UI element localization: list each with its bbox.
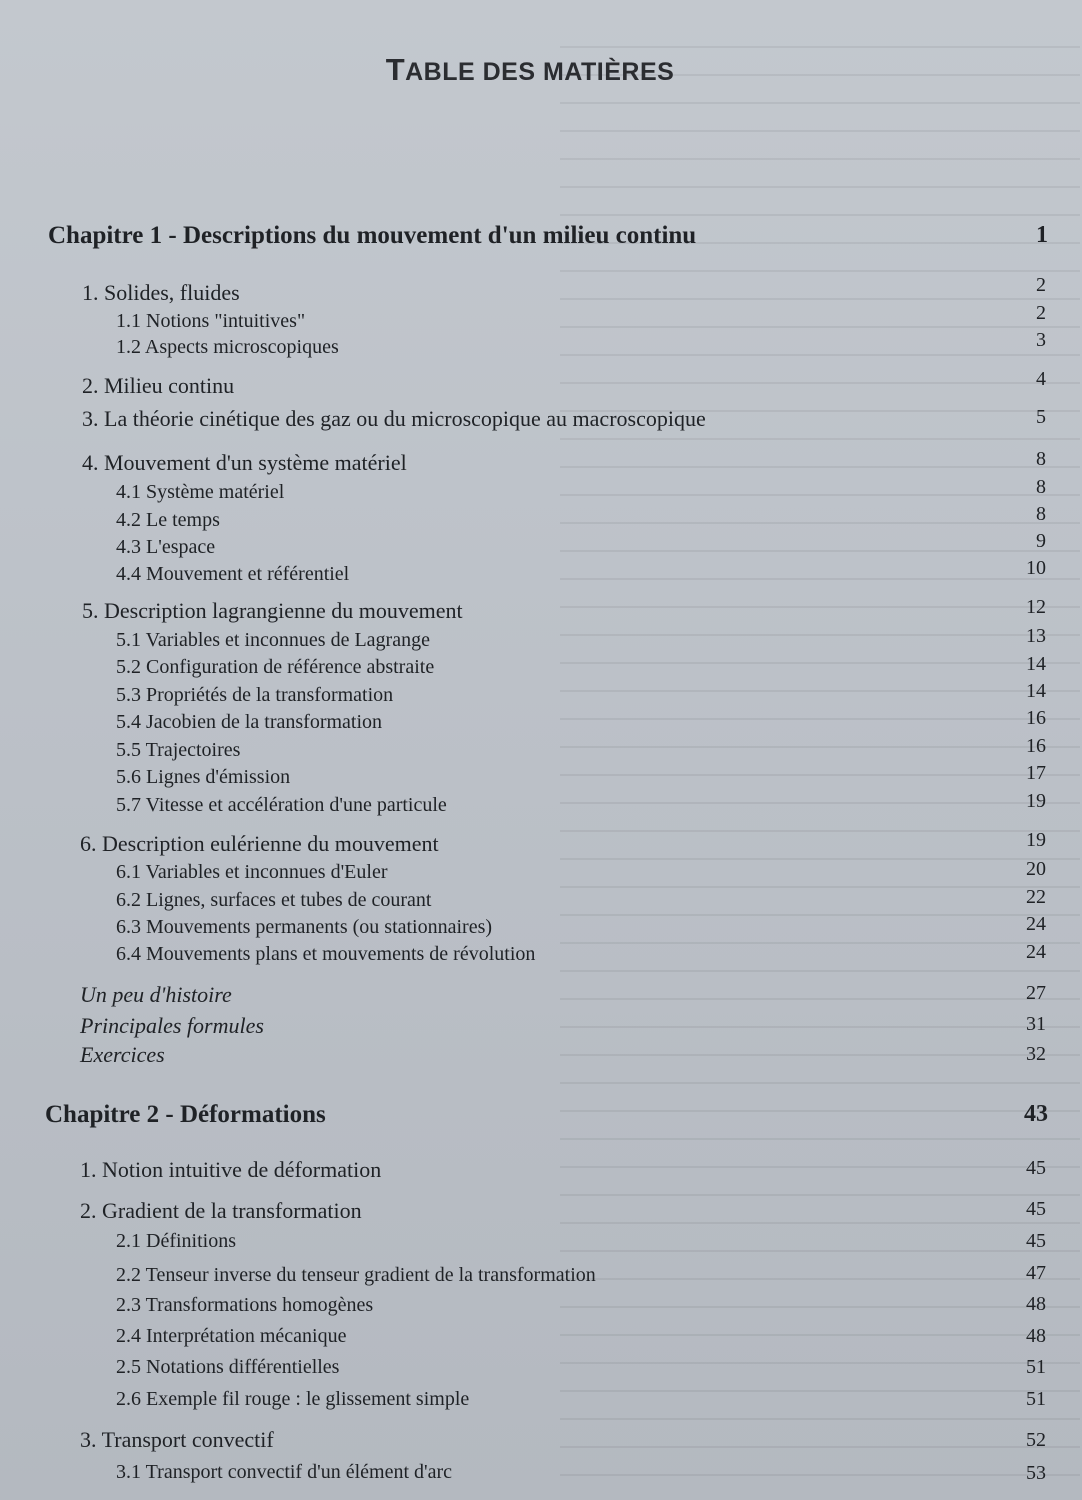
toc-page-number: 52	[1026, 1429, 1046, 1451]
toc-page-number: 10	[1026, 557, 1046, 579]
toc-page-number: 51	[1026, 1388, 1046, 1410]
toc-section-title: 3. Transport convectif	[80, 1427, 274, 1452]
page-title	[0, 52, 1060, 88]
toc-subsection-title: 6.3 Mouvements permanents (ou stationnaires)	[116, 916, 493, 938]
title-rest: ABLE DES MATIÈRES	[405, 58, 675, 86]
toc-page-number: 47	[1026, 1262, 1046, 1284]
toc-page-number: 51	[1026, 1356, 1046, 1378]
toc-subsection-title: 2.6 Exemple fil rouge : le glissement simple	[116, 1388, 470, 1410]
toc-page-number: 12	[1026, 596, 1046, 618]
toc-subsection-title: 1.2 Aspects microscopiques	[116, 336, 339, 358]
toc-subsection-title: 6.4 Mouvements plans et mouvements de révolution	[116, 943, 536, 965]
toc-page-number: 4	[1036, 368, 1046, 390]
toc-page-number: 22	[1026, 886, 1046, 908]
toc-section-title: 4. Mouvement d'un système matériel	[82, 450, 407, 475]
toc-page-number: 5	[1036, 406, 1046, 428]
toc-section-title: 3. La théorie cinétique des gaz ou du microscopique au macroscopique	[82, 406, 706, 431]
toc-section-title: 1. Solides, fluides	[82, 280, 240, 305]
toc-section-title: 5. Description lagrangienne du mouvement	[82, 598, 463, 623]
toc-subsection-title: 6.1 Variables et inconnues d'Euler	[116, 861, 388, 883]
toc-subsection-title: 2.1 Définitions	[116, 1230, 236, 1252]
toc-subsection-title: 5.5 Trajectoires	[116, 739, 241, 761]
toc-page-number: 17	[1026, 762, 1046, 784]
toc-page-number: 19	[1026, 829, 1046, 851]
toc-subsection-title: 6.2 Lignes, surfaces et tubes de courant	[116, 889, 432, 911]
toc-subsection-title: 4.3 L'espace	[116, 536, 216, 558]
toc-italic-title: Principales formules	[80, 1013, 264, 1038]
toc-section-title: 2. Gradient de la transformation	[80, 1198, 362, 1223]
toc-page-number: 48	[1026, 1325, 1046, 1347]
toc-page-number: 8	[1036, 448, 1046, 470]
toc-page-number: 45	[1026, 1157, 1046, 1179]
toc-subsection-title: 1.1 Notions "intuitives"	[116, 310, 306, 332]
toc-page-number: 32	[1026, 1043, 1046, 1065]
toc-chapter-title: Chapitre 1 - Descriptions du mouvement d'un milieu continu	[48, 222, 697, 249]
toc-section-title: 6. Description eulérienne du mouvement	[80, 831, 439, 856]
toc-page-number: 53	[1026, 1462, 1046, 1484]
toc-page-number: 8	[1036, 503, 1046, 525]
toc-page-number: 3	[1036, 329, 1046, 351]
toc-page-number: 19	[1026, 790, 1046, 812]
toc-subsection-title: 3.1 Transport convectif d'un élément d'arc	[116, 1461, 453, 1483]
toc-subsection-title: 5.3 Propriétés de la transformation	[116, 684, 394, 706]
toc-page-number: 13	[1026, 625, 1046, 647]
toc-page-number: 48	[1026, 1293, 1046, 1315]
toc-subsection-title: 2.4 Interprétation mécanique	[116, 1325, 347, 1347]
toc-italic-title: Un peu d'histoire	[80, 982, 232, 1007]
toc-subsection-title: 4.4 Mouvement et référentiel	[116, 563, 350, 585]
toc-page-number: 24	[1026, 941, 1046, 963]
toc-page-number: 9	[1036, 530, 1046, 552]
toc-subsection-title: 5.2 Configuration de référence abstraite	[116, 656, 435, 678]
toc-page-number: 43	[1024, 1101, 1048, 1127]
toc-page-number: 1	[1036, 222, 1048, 248]
toc-page-number: 16	[1026, 707, 1046, 729]
toc-subsection-title: 5.4 Jacobien de la transformation	[116, 711, 383, 733]
toc-section-title: 2. Milieu continu	[82, 373, 235, 398]
toc-subsection-title: 2.2 Tenseur inverse du tenseur gradient de la transformation	[116, 1264, 596, 1286]
toc-subsection-title: 2.3 Transformations homogènes	[116, 1294, 374, 1316]
toc-page-number: 45	[1026, 1230, 1046, 1252]
title-initial: T	[385, 52, 406, 87]
toc-page-number: 14	[1026, 680, 1046, 702]
toc-page-number: 16	[1026, 735, 1046, 757]
toc-page-number: 2	[1036, 302, 1046, 324]
toc-page-number: 45	[1026, 1198, 1046, 1220]
toc-subsection-title: 4.2 Le temps	[116, 509, 220, 531]
toc-subsection-title: 5.7 Vitesse et accélération d'une particule	[116, 794, 447, 816]
toc-chapter-title: Chapitre 2 - Déformations	[45, 1101, 326, 1128]
toc-subsection-title: 5.1 Variables et inconnues de Lagrange	[116, 629, 430, 651]
toc-italic-title: Exercices	[80, 1042, 165, 1067]
toc-page-number: 2	[1036, 274, 1046, 296]
toc-subsection-title: 4.1 Système matériel	[116, 481, 285, 503]
toc-subsection-title: 2.5 Notations différentielles	[116, 1356, 340, 1378]
toc-page-number: 8	[1036, 476, 1046, 498]
toc-page-number: 24	[1026, 913, 1046, 935]
toc-section-title: 1. Notion intuitive de déformation	[80, 1157, 382, 1182]
toc-page-number: 20	[1026, 858, 1046, 880]
toc-page-number: 27	[1026, 982, 1046, 1004]
toc-subsection-title: 5.6 Lignes d'émission	[116, 766, 291, 788]
toc-page-number: 14	[1026, 653, 1046, 675]
toc-page-number: 31	[1026, 1013, 1046, 1035]
